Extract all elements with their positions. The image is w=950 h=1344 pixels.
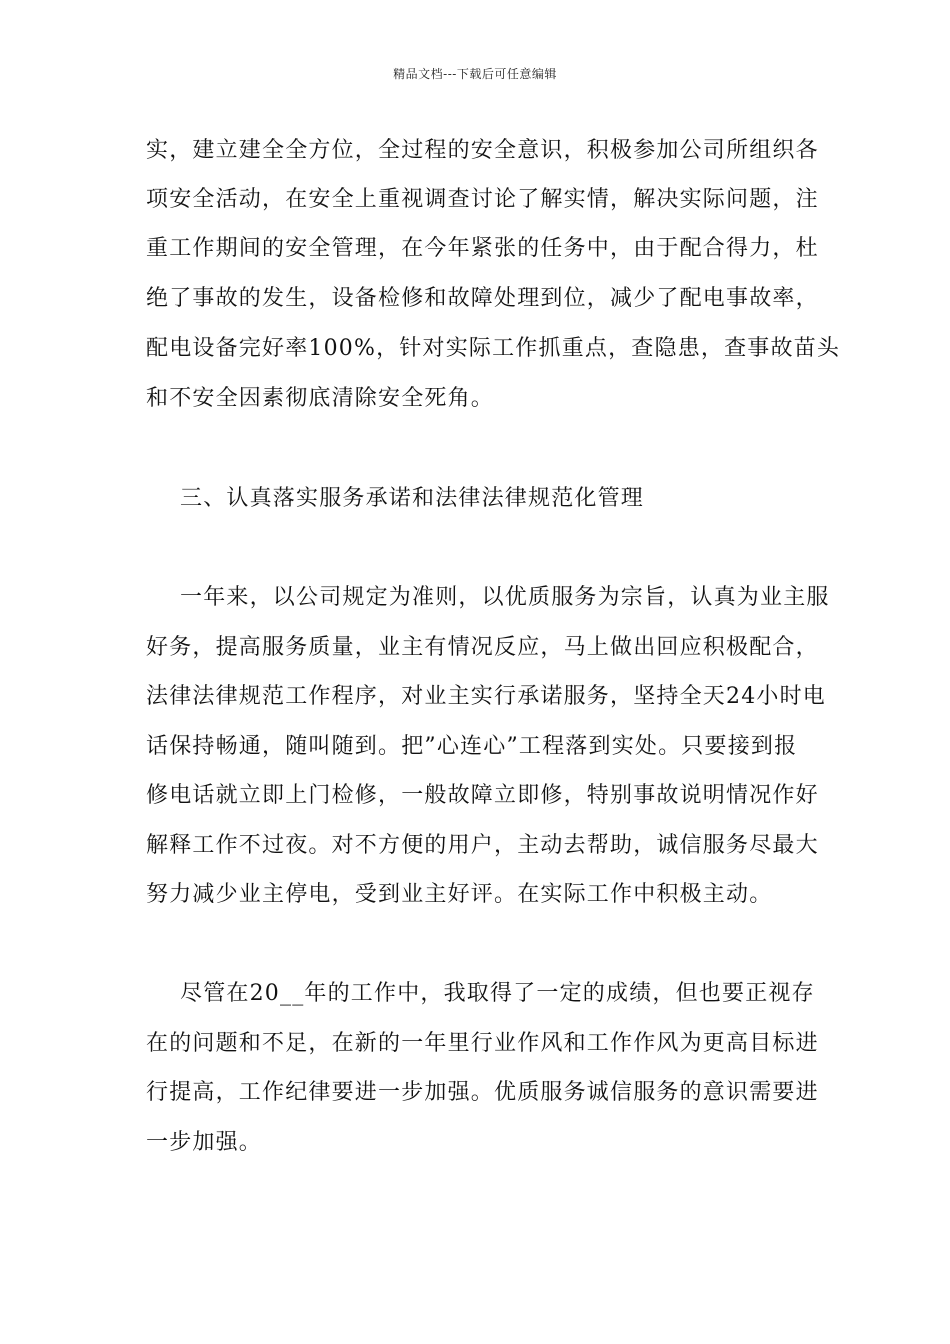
text-line: 配电设备完好率100%，针对实际工作抓重点，查隐患，查事故苗头 bbox=[146, 336, 841, 361]
text-line: 修电话就立即上门检修，一般故障立即修，特别事故说明情况作好 bbox=[146, 783, 819, 808]
text-line: 话保持畅通，随叫随到。把”心连心”工程落到实处。只要接到报 bbox=[146, 734, 798, 759]
text-line: 法律法律规范工作程序，对业主实行承诺服务，坚持全天24小时电 bbox=[146, 684, 826, 709]
text-line: 在的问题和不足，在新的一年里行业作风和工作作风为更高目标进 bbox=[146, 1031, 819, 1056]
text-line: 实，建立建全全方位，全过程的安全意识，积极参加公司所组织各 bbox=[146, 138, 819, 163]
text-line: 重工作期间的安全管理，在今年紧张的任务中，由于配合得力，杜 bbox=[146, 236, 819, 261]
text-line: 一年来，以公司规定为准则，以优质服务为宗旨，认真为业主服 bbox=[180, 585, 830, 610]
text-line: 好务，提高服务质量，业主有情况反应，马上做出回应积极配合， bbox=[146, 635, 819, 660]
section-heading: 三、认真落实服务承诺和法律法律规范化管理 bbox=[180, 486, 645, 511]
text-line: 一步加强。 bbox=[146, 1130, 263, 1155]
text-line: 努力减少业主停电，受到业主好评。在实际工作中积极主动。 bbox=[146, 882, 773, 907]
text-line: 绝了事故的发生，设备检修和故障处理到位，减少了配电事故率， bbox=[146, 286, 819, 311]
text-line: 行提高，工作纪律要进一步加强。优质服务诚信服务的意识需要进 bbox=[146, 1080, 819, 1105]
text-line: 项安全活动，在安全上重视调查讨论了解实情，解决实际问题，注 bbox=[146, 187, 819, 212]
text-line: 解释工作不过夜。对不方便的用户，主动去帮助，诚信服务尽最大 bbox=[146, 833, 819, 858]
text-line: 和不安全因素彻底清除安全死角。 bbox=[146, 386, 495, 411]
text-line: 尽管在20__年的工作中，我取得了一定的成绩，但也要正视存 bbox=[180, 981, 815, 1006]
page-header: 精品文档---下载后可任意编辑 bbox=[393, 67, 557, 81]
